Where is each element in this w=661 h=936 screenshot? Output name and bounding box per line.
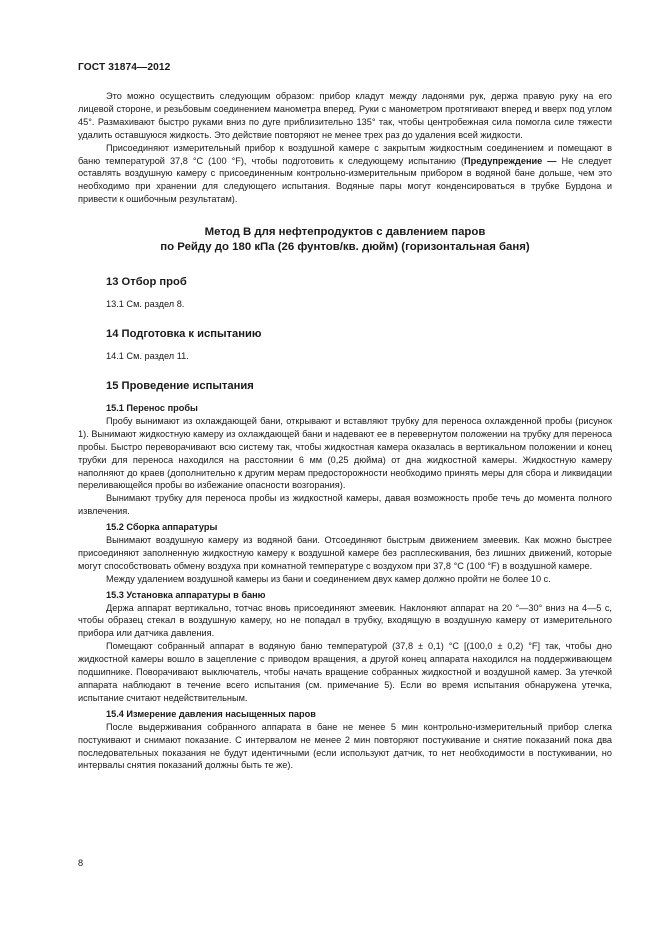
intro-paragraph-1: Это можно осуществить следующим образом: прибор кладут между ладонями рук, держа правую руку на его лицевой стороне, и резьбовым соединением манометра вперед. Руки с манометром протягивают вперед и вверх под углом 45°. Размахивают быстро руками вниз по дуге приблизительно 135° так, чтобы центробежная сила помогла силе тяжести удалить оставшуюся жидкость. Это действие повторяют не менее трех раз до удаления всей жидкости. bbox=[78, 91, 612, 140]
subsection-15-4-title: 15.4 Измерение давления насыщенных паров bbox=[106, 708, 316, 719]
section-15-title: 15 Проведение испытания bbox=[106, 379, 254, 392]
section-14-title: 14 Подготовка к испытанию bbox=[106, 328, 262, 341]
intro-paragraph-2-end: Не следует оставлять воздушную камеру с присоединенным контрольно-измерительным прибором в водяной бане дольше, чем это необходимо при хранении для следующего испытания. Водяные пары могут конденсироваться в трубке Бурдона и привести к ошибочным результатам). bbox=[78, 155, 612, 205]
subsection-15-3-paragraph-1: Держа аппарат вертикально, тотчас вновь присоединяют змеевик. Наклоняют аппарат на 20 °—30° вниз на 4—5 с, чтобы образец стекал в воздушную камеру, но не попадал в трубку, входящую в воздушную камеру от измерительного прибора или датчика давления. bbox=[78, 602, 612, 639]
method-title-line-2: по Рейду до 180 кПа (26 фунтов/кв. дюйм) (горизонтальная баня) bbox=[160, 241, 530, 254]
subsection-15-3-paragraph-2: Помещают собранный аппарат в водяную баню температурой (37,8 ± 0,1) °C [(100,0 ± 0,2) °F] так, чтобы дно жидкостной камеры вошло в зацепление с приводом вращения, а другой конец аппарата находился на поддерживающем подшипнике. Поворачивают выключатель, чтобы начать вращение собранных жидкостной и воздушной камер. За утечкой аппарата наблюдают в течение всего испытания (см. примечание 5). Если во время испытания обнаружена утечка, испытание считают недействительным. bbox=[78, 641, 612, 703]
subsection-15-1-paragraph-2: Вынимают трубку для переноса пробы из жидкостной камеры, давая возможность пробе течь до момента полного извлечения. bbox=[78, 493, 612, 517]
page-number: 8 bbox=[78, 858, 84, 868]
subsection-15-4-paragraph-1: После выдерживания собранного аппарата в бане не менее 5 мин контрольно-измерительный прибор слегка постукивают и снимают показание. С интервалом не менее 2 мин повторяют постукивание и снятие показаний пока два последовательных показания не будут идентичными (если используют датчик, то нет необходимости в постукивании, но интервалы снятия показаний должны быть те же). bbox=[78, 721, 612, 771]
section-13-title: 13 Отбор проб bbox=[106, 276, 187, 289]
subsection-15-3-title: 15.3 Установка аппаратуры в баню bbox=[106, 589, 266, 600]
intro-paragraph-2 bbox=[78, 142, 612, 207]
method-title-line-1: Метод B для нефтепродуктов с давлением паров bbox=[204, 226, 486, 239]
method-title bbox=[78, 225, 612, 255]
page-content bbox=[78, 90, 612, 772]
section-14-paragraph: 14.1 См. раздел 11. bbox=[106, 351, 189, 362]
subsection-15-1-paragraph-1: Пробу вынимают из охлаждающей бани, открывают и вставляют трубку для переноса охлажденной пробы (рисунок 1). Вынимают жидкостную камеру из охлаждающей бани и надевают ее в перевернутом положении на трубку для переноса пробы. Быстро переворачивают всю систему так, чтобы жидкостная камера оказалась в вертикальном положении и конец трубки для переноса находился на расстоянии 6 мм (0,25 дюйма) от дна жидкостной камеры. Жидкостную камеру наполняют до краев (дополнительно к другим мерам предосторожности необходимо принять меры для сбора и ликвидации переливающейся пробы во избежание опасности возгорания). bbox=[78, 415, 612, 491]
intro-paragraph-2-start: Присоединяют измерительный прибор к воздушной камере с закрытым жидкостным соединением и помещают в баню температурой 37,8 °C (100 °F), чтобы подготовить к следующему испытанию ( bbox=[78, 142, 612, 166]
page-header: ГОСТ 31874—2012 bbox=[78, 62, 171, 73]
subsection-15-1-title: 15.1 Перенос пробы bbox=[106, 402, 198, 413]
subsection-15-2-paragraph-2: Между удалением воздушной камеры из бани и соединением двух камер должно пройти не более 10 с. bbox=[106, 573, 551, 584]
section-13-paragraph: 13.1 См. раздел 8. bbox=[106, 299, 185, 310]
subsection-15-2-title: 15.2 Сборка аппаратуры bbox=[106, 522, 218, 533]
subsection-15-2-paragraph-1: Вынимают воздушную камеру из водяной бани. Отсоединяют быстрым движением змеевик. Как можно быстрее присоединяют заполненную жидкостную камеру к воздушной камере без расплескивания, без лишних движений, которые могут способствовать обмену воздуха при комнатной температуре с воздухом при 37,8 °C (100 °F) в воздушной камере. bbox=[78, 535, 612, 571]
warning-label: Предупреждение — bbox=[463, 155, 557, 166]
